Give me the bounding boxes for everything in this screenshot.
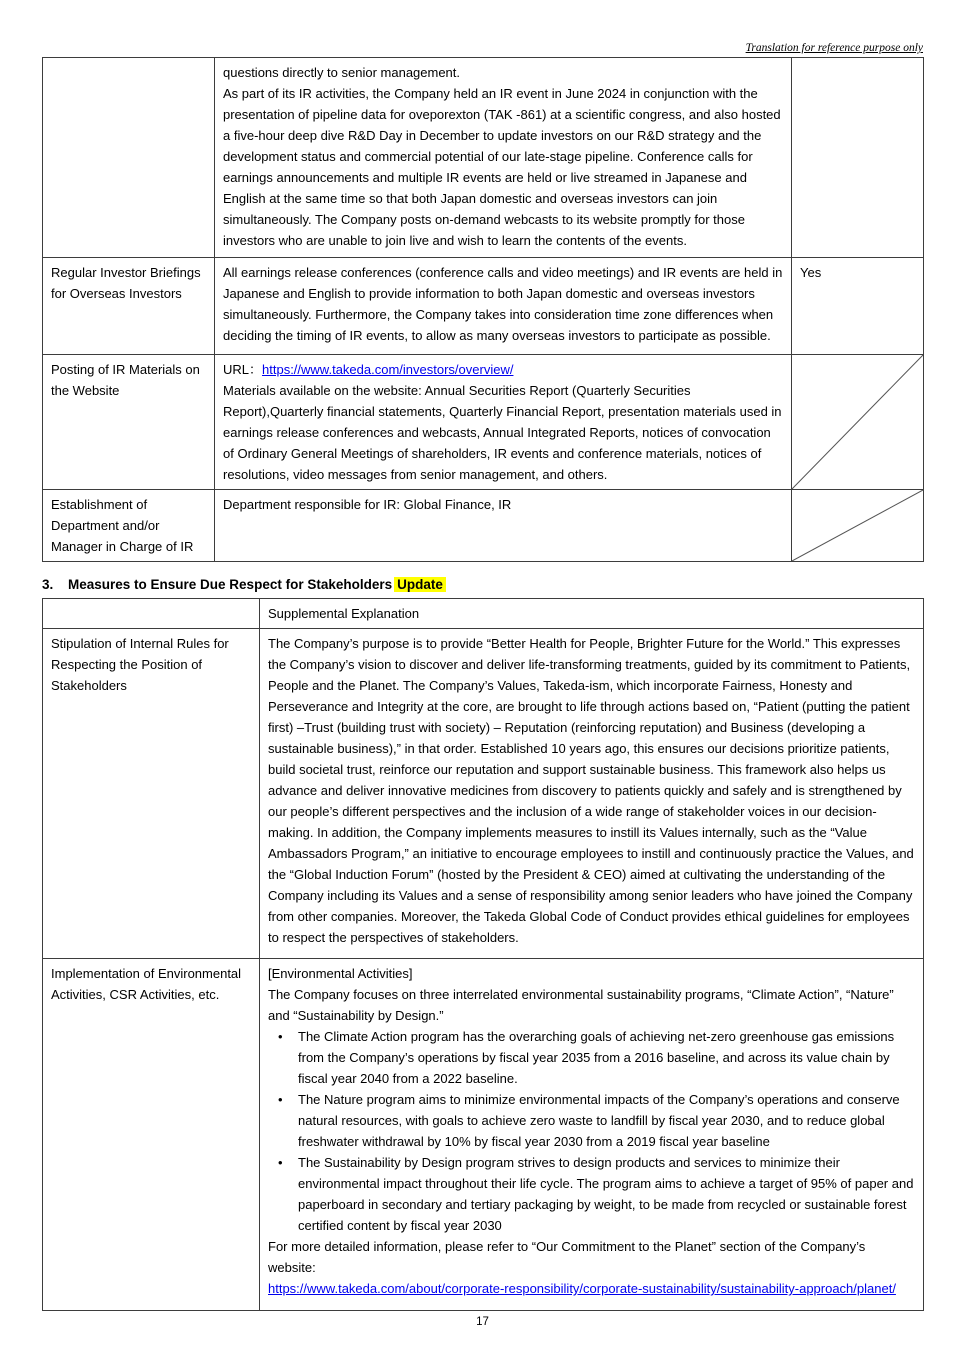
section-title: Measures to Ensure Due Respect for Stakeholders — [68, 577, 393, 592]
table-row — [43, 959, 924, 1311]
row-label-cell: Establishment of Department and/or Manager in Charge of IR — [43, 490, 215, 562]
paragraph: Materials available on the website: Annual Securities Report (Quarterly Securities Report),Quarterly financial statements, Quarterly Financial Report, presentation materials used in earnings release conferences and webcasts, Annual Integrated Reports, notices of convocation of Ordinary General Meetings of shareholders, IR events and conference materials, notices of resolutions, video messages from senior management, and others. — [223, 383, 782, 482]
section-heading — [42, 577, 923, 592]
bullet-text: The Nature program aims to minimize environmental impacts of the Company’s operations and conserve natural resources, with goals to achieve zero waste to landfill by fiscal year 2030, and to reduce global freshwater withdrawal by 10% by fiscal year 2030 from a 2019 fiscal year baseline — [298, 1092, 900, 1149]
paragraph: The Company focuses on three interrelated environmental sustainability programs, “Climate Action”, “Nature” and “Sustainability by Design.” — [268, 987, 894, 1023]
table-row — [43, 258, 924, 355]
status-cell: Yes — [792, 258, 924, 355]
stakeholders-table — [42, 598, 924, 1311]
na-diagonal-cell — [792, 490, 924, 562]
section-number: 3. — [42, 577, 54, 592]
url-label: URL： — [223, 362, 263, 377]
paragraph: All earnings release conferences (conference calls and video meetings) and IR events are held in Japanese and English to provide information to both Japan domestic and overseas investors simultaneously. Furthermore, the Company takes into consideration time zone differences when deciding the timing of IR events, to allow as many overseas investors to participate as possible. — [223, 265, 783, 343]
paragraph: The Company’s purpose is to provide “Better Health for People, Brighter Future for the World.” This expresses the Company’s vision to discover and deliver life-transforming treatments, guided by its commitment to Patients, People and the Planet. The Company’s Values, Takeda-ism, which incorporate Fairness, Honesty and Perseverance and Integrity at the core, are brought to life through actions based on, “Patient (putting the patient first) –Trust (building trust with society) – Reputation (reinforcing reputation) and Business (developing a sustainable business),” in that order. Established 10 years ago, this ensures our decisions prioritize patients, build societal trust, reinforce our reputation and support sustainable business. This framework also helps us advance and deliver innovative medicines from discovery to patients quickly and safely and is strengthened by our people’s different perspectives and the inclusion of a wide range of stakeholder voices in our decision-making. In addition, the Company implements measures to instill its Values internally, such as the “Value Ambassadors Program,” an initiative to encourage employees to instill and continuously practice the Values, and the “Global Induction Forum” (hosted by the President & CEO) aimed at cultivating the understanding of the Company including its Values and a sense of responsibility among senior leaders who have joined the Company from other companies. Moreover, the Takeda Global Code of Conduct provides ethical guidelines for employees to respect the perspectives of stakeholders. — [268, 636, 914, 945]
paragraph: questions directly to senior management. — [223, 65, 461, 80]
bullet-item — [268, 1026, 915, 1089]
paragraph: Department responsible for IR: Global Finance, IR — [223, 497, 512, 512]
ir-table — [42, 57, 924, 562]
row-body-cell — [215, 355, 792, 490]
update-badge: Update — [394, 577, 446, 592]
row-label-cell: Posting of IR Materials on the Website — [43, 355, 215, 490]
page-footer — [0, 1316, 965, 1328]
paragraph: As part of its IR activities, the Company held an IR event in June 2024 in conjunction with the presentation of pipeline data for oveporexton (TAK -861) at a scientific congress, and also hosted a five-hour deep dive R&D Day in December to update investors on our R&D strategy and the development status and commercial potential of our late-stage pipeline. Conference calls for earnings announcements and multiple IR events are held or live streamed in Japanese and English at the same time so that both Japan domestic and overseas investors can join simultaneously. The Company posts on-demand webcasts to its website promptly for those investors who are unable to join live and wish to learn the contents of the events. — [223, 86, 781, 248]
row-body-cell — [215, 490, 792, 562]
translation-note — [42, 42, 923, 54]
row-label-cell — [43, 58, 215, 258]
row-label-cell: Implementation of Environmental Activities, CSR Activities, etc. — [43, 959, 260, 1311]
translation-note-text: Translation for reference purpose only — [745, 42, 923, 54]
bullet-text: The Climate Action program has the overarching goals of achieving net-zero greenhouse gas emissions from the Company’s operations by fiscal year 2035 from a 2016 baseline, and across its value chain by fiscal year 2040 from a 2022 baseline. — [298, 1029, 895, 1086]
row-body-cell — [260, 959, 924, 1311]
bullet-item — [268, 1089, 915, 1152]
table-header-row — [43, 599, 924, 629]
status-cell — [792, 58, 924, 258]
row-body-cell — [215, 258, 792, 355]
header-empty-cell — [43, 599, 260, 629]
bullet-icon: • — [278, 1092, 283, 1107]
bullet-icon: • — [278, 1029, 283, 1044]
table-row — [43, 490, 924, 562]
row-label-cell: Regular Investor Briefings for Overseas Investors — [43, 258, 215, 355]
planet-link[interactable]: https://www.takeda.com/about/corporate-responsibility/corporate-sustainability/sustainability-approach/planet/ — [268, 1281, 896, 1296]
diagonal-line — [792, 490, 923, 561]
table-row — [43, 355, 924, 490]
table-row — [43, 58, 924, 258]
bullet-item — [268, 1152, 915, 1236]
na-diagonal-cell — [792, 355, 924, 490]
ir-overview-link[interactable]: https://www.takeda.com/investors/overview/ — [262, 362, 514, 377]
page-number: 17 — [476, 1316, 489, 1328]
row-label-cell: Stipulation of Internal Rules for Respecting the Position of Stakeholders — [43, 629, 260, 959]
row-body-cell — [215, 58, 792, 258]
planet-link-line — [268, 1278, 915, 1299]
env-activities-heading: [Environmental Activities] — [268, 966, 413, 981]
paragraph: For more detailed information, please refer to “Our Commitment to the Planet” section of the Company’s website: — [268, 1239, 866, 1275]
bullet-icon: • — [278, 1155, 283, 1170]
page-content — [42, 0, 923, 1311]
diagonal-line — [792, 355, 923, 489]
row-body-cell — [260, 629, 924, 959]
url-line — [223, 359, 783, 380]
bullet-text: The Sustainability by Design program strives to design products and services to minimize their environmental impact throughout their life cycle. The program aims to achieve a target of 95% of paper and paperboard in secondary and tertiary packaging by weight, to be made from recycled or sustainable forest certified content by fiscal year 2030 — [298, 1155, 914, 1233]
table-row — [43, 629, 924, 959]
header-cell: Supplemental Explanation — [260, 599, 924, 629]
